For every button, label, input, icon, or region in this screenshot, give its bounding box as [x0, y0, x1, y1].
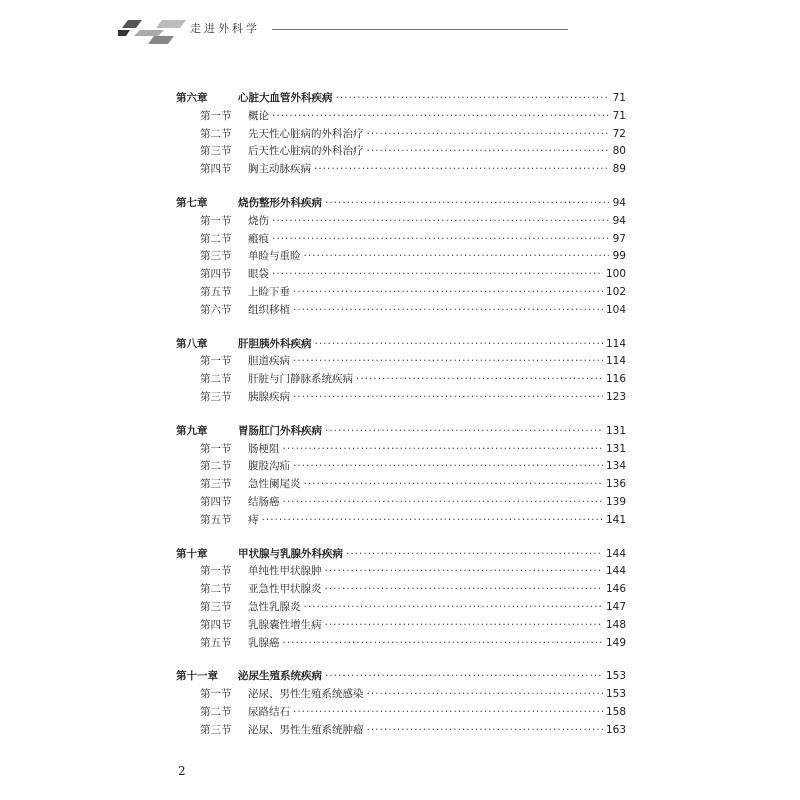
toc-section-entry[interactable] — [176, 704, 626, 722]
leader-dots — [272, 266, 603, 284]
entry-label — [176, 90, 333, 108]
entry-label — [176, 126, 364, 144]
entry-page: 153 — [605, 688, 626, 701]
leader-dots — [356, 371, 603, 389]
entry-label — [176, 476, 301, 494]
entry-title: 胆道疾病 — [248, 355, 290, 368]
leader-dots — [367, 143, 610, 161]
leader-dots — [325, 423, 603, 441]
leader-dots — [314, 161, 609, 179]
entry-label — [176, 704, 290, 722]
entry-title: 单纯性甲状腺肿 — [248, 565, 322, 578]
entry-number: 第二节 — [200, 127, 232, 140]
toc-chapter-group — [176, 423, 626, 530]
entry-title: 肠梗阻 — [248, 442, 280, 455]
entry-title: 急性乳腺炎 — [248, 600, 301, 613]
entry-title: 组织移植 — [248, 303, 290, 316]
entry-number: 第八章 — [176, 337, 208, 350]
entry-page: 94 — [612, 214, 626, 227]
entry-number: 第一节 — [200, 688, 232, 701]
leader-dots — [367, 686, 603, 704]
entry-label — [176, 668, 322, 686]
leader-dots — [293, 704, 603, 722]
toc-section-entry[interactable] — [176, 686, 626, 704]
toc-chapter-entry[interactable] — [176, 90, 626, 108]
leader-dots — [315, 336, 603, 354]
toc-chapter-entry[interactable] — [176, 336, 626, 354]
toc-section-entry[interactable] — [176, 248, 626, 266]
entry-number: 第三节 — [200, 478, 232, 491]
entry-label — [176, 108, 269, 126]
entry-page: 100 — [605, 268, 626, 281]
leader-dots — [336, 90, 610, 108]
entry-label — [176, 195, 322, 213]
entry-page: 136 — [605, 478, 626, 491]
entry-title: 结肠癌 — [248, 495, 280, 508]
entry-label — [176, 248, 301, 266]
entry-title: 泌尿、男性生殖系统感染 — [248, 688, 364, 701]
toc-section-entry[interactable] — [176, 108, 626, 126]
entry-page: 80 — [612, 145, 626, 158]
toc-section-entry[interactable] — [176, 231, 626, 249]
header-rule — [272, 29, 568, 30]
leader-dots — [293, 389, 603, 407]
entry-label — [176, 546, 343, 564]
entry-page: 97 — [612, 232, 626, 245]
entry-page: 102 — [605, 285, 626, 298]
entry-number: 第三节 — [200, 250, 232, 263]
toc-chapter-group — [176, 195, 626, 320]
header-logo-icon — [118, 16, 190, 44]
entry-number: 第四节 — [200, 618, 232, 631]
page-number: 2 — [178, 764, 186, 778]
leader-dots — [283, 635, 603, 653]
entry-page: 116 — [605, 373, 626, 386]
entry-number: 第十一章 — [176, 670, 218, 683]
toc-section-entry[interactable] — [176, 143, 626, 161]
entry-title: 概论 — [248, 109, 269, 122]
leader-dots — [346, 546, 603, 564]
entry-page: 148 — [605, 618, 626, 631]
toc-section-entry[interactable] — [176, 389, 626, 407]
entry-page: 158 — [605, 705, 626, 718]
entry-page: 99 — [612, 250, 626, 263]
toc-section-entry[interactable] — [176, 371, 626, 389]
toc-section-entry[interactable] — [176, 302, 626, 320]
leader-dots — [293, 302, 603, 320]
toc-section-entry[interactable] — [176, 599, 626, 617]
entry-title: 肝胆胰外科疾病 — [238, 337, 312, 350]
entry-label — [176, 512, 259, 530]
entry-number: 第三节 — [200, 390, 232, 403]
entry-title: 痔 — [248, 513, 259, 526]
entry-number: 第五节 — [200, 513, 232, 526]
entry-number: 第二节 — [200, 583, 232, 596]
entry-label — [176, 599, 301, 617]
toc-section-entry[interactable] — [176, 494, 626, 512]
entry-label — [176, 581, 322, 599]
entry-number: 第六节 — [200, 303, 232, 316]
toc-chapter-entry[interactable] — [176, 546, 626, 564]
entry-number: 第二节 — [200, 373, 232, 386]
toc-chapter-entry[interactable] — [176, 668, 626, 686]
entry-page: 114 — [605, 355, 626, 368]
entry-page: 71 — [612, 92, 626, 104]
entry-number: 第二节 — [200, 705, 232, 718]
running-header-title: 走进外科学 — [190, 22, 260, 35]
toc-section-entry[interactable] — [176, 213, 626, 231]
entry-label — [176, 563, 322, 581]
toc-section-entry[interactable] — [176, 441, 626, 459]
toc-chapter-group — [176, 546, 626, 653]
entry-number: 第四节 — [200, 163, 232, 176]
leader-dots — [325, 563, 603, 581]
entry-title: 先天性心脏病的外科治疗 — [248, 127, 364, 140]
entry-title: 眼袋 — [248, 268, 269, 281]
leader-dots — [304, 248, 610, 266]
leader-dots — [283, 441, 603, 459]
leader-dots — [304, 476, 603, 494]
entry-title: 后天性心脏病的外科治疗 — [248, 145, 364, 158]
entry-page: 123 — [605, 390, 626, 403]
toc-section-entry[interactable] — [176, 635, 626, 653]
leader-dots — [262, 512, 603, 530]
entry-title: 肝脏与门静脉系统疾病 — [248, 373, 353, 386]
toc-chapter-group — [176, 90, 626, 179]
entry-page: 134 — [605, 460, 626, 473]
entry-page: 144 — [605, 547, 626, 560]
entry-title: 上睑下垂 — [248, 285, 290, 298]
entry-label — [176, 143, 364, 161]
entry-number: 第三节 — [200, 600, 232, 613]
entry-number: 第一节 — [200, 214, 232, 227]
entry-page: 141 — [605, 513, 626, 526]
entry-page: 153 — [605, 670, 626, 683]
entry-title: 尿路结石 — [248, 705, 290, 718]
entry-number: 第一节 — [200, 442, 232, 455]
entry-number: 第一节 — [200, 355, 232, 368]
toc-section-entry[interactable] — [176, 581, 626, 599]
entry-label — [176, 353, 290, 371]
entry-label — [176, 231, 269, 249]
entry-number: 第四节 — [200, 268, 232, 281]
toc-chapter-entry[interactable] — [176, 423, 626, 441]
entry-page: 131 — [605, 424, 626, 437]
entry-number: 第十章 — [176, 547, 208, 560]
toc-section-entry[interactable] — [176, 476, 626, 494]
entry-label — [176, 266, 269, 284]
leader-dots — [283, 494, 603, 512]
entry-title: 乳腺囊性增生病 — [248, 618, 322, 631]
entry-title: 泌尿生殖系统疾病 — [238, 670, 322, 683]
entry-number: 第一节 — [200, 565, 232, 578]
entry-title: 胃肠肛门外科疾病 — [238, 424, 322, 437]
entry-page: 147 — [605, 600, 626, 613]
leader-dots — [272, 231, 609, 249]
leader-dots — [325, 195, 609, 213]
entry-title: 瘢痕 — [248, 232, 269, 245]
entry-number: 第九章 — [176, 424, 208, 437]
entry-title: 急性阑尾炎 — [248, 478, 301, 491]
leader-dots — [367, 722, 603, 740]
toc-section-entry[interactable] — [176, 126, 626, 144]
toc-section-entry[interactable] — [176, 458, 626, 476]
entry-label — [176, 494, 280, 512]
entry-number: 第五节 — [200, 636, 232, 649]
leader-dots — [293, 458, 603, 476]
entry-page: 144 — [605, 565, 626, 578]
entry-title: 烧伤 — [248, 214, 269, 227]
leader-dots — [325, 617, 603, 635]
entry-label — [176, 686, 364, 704]
entry-label — [176, 371, 353, 389]
toc-section-entry[interactable] — [176, 284, 626, 302]
entry-label — [176, 617, 322, 635]
entry-label — [176, 458, 290, 476]
toc-chapter-entry[interactable] — [176, 195, 626, 213]
entry-title: 胰腺疾病 — [248, 390, 290, 403]
toc-section-entry[interactable] — [176, 161, 626, 179]
entry-label — [176, 389, 290, 407]
entry-label — [176, 336, 312, 354]
entry-label — [176, 423, 322, 441]
entry-page: 71 — [612, 109, 626, 122]
entry-label — [176, 284, 290, 302]
entry-label — [176, 441, 280, 459]
entry-page: 114 — [605, 337, 626, 350]
toc-section-entry[interactable] — [176, 512, 626, 530]
entry-title: 甲状腺与乳腺外科疾病 — [238, 547, 343, 560]
entry-page: 72 — [612, 127, 626, 140]
entry-page: 139 — [605, 495, 626, 508]
leader-dots — [304, 599, 603, 617]
entry-page: 146 — [605, 583, 626, 596]
entry-number: 第六章 — [176, 92, 208, 104]
entry-label — [176, 213, 269, 231]
entry-number: 第一节 — [200, 109, 232, 122]
entry-number: 第三节 — [200, 145, 232, 158]
entry-label — [176, 635, 280, 653]
table-of-contents — [176, 90, 626, 740]
entry-page: 89 — [612, 163, 626, 176]
entry-page: 104 — [605, 303, 626, 316]
entry-title: 心脏大血管外科疾病 — [238, 92, 333, 104]
entry-page: 131 — [605, 442, 626, 455]
entry-title: 乳腺癌 — [248, 636, 280, 649]
leader-dots — [272, 108, 609, 126]
entry-page: 94 — [612, 196, 626, 209]
entry-title: 单睑与重睑 — [248, 250, 301, 263]
entry-number: 第四节 — [200, 495, 232, 508]
entry-number: 第五节 — [200, 285, 232, 298]
entry-title: 烧伤整形外科疾病 — [238, 196, 322, 209]
entry-title: 亚急性甲状腺炎 — [248, 583, 322, 596]
entry-label — [176, 161, 311, 179]
leader-dots — [325, 668, 603, 686]
leader-dots — [272, 213, 609, 231]
entry-title: 泌尿、男性生殖系统肿瘤 — [248, 723, 364, 736]
toc-section-entry[interactable] — [176, 722, 626, 740]
entry-label — [176, 302, 290, 320]
entry-title: 胸主动脉疾病 — [248, 163, 311, 176]
leader-dots — [325, 581, 603, 599]
toc-section-entry[interactable] — [176, 353, 626, 371]
entry-title: 腹股沟疝 — [248, 460, 290, 473]
toc-section-entry[interactable] — [176, 563, 626, 581]
entry-number: 第三节 — [200, 723, 232, 736]
entry-label — [176, 722, 364, 740]
toc-section-entry[interactable] — [176, 617, 626, 635]
toc-chapter-group — [176, 336, 626, 407]
leader-dots — [293, 284, 603, 302]
entry-number: 第二节 — [200, 232, 232, 245]
toc-chapter-group — [176, 668, 626, 739]
leader-dots — [367, 126, 610, 144]
entry-number: 第二节 — [200, 460, 232, 473]
leader-dots — [293, 353, 603, 371]
toc-section-entry[interactable] — [176, 266, 626, 284]
entry-page: 163 — [605, 723, 626, 736]
entry-number: 第七章 — [176, 196, 208, 209]
entry-page: 149 — [605, 636, 626, 649]
